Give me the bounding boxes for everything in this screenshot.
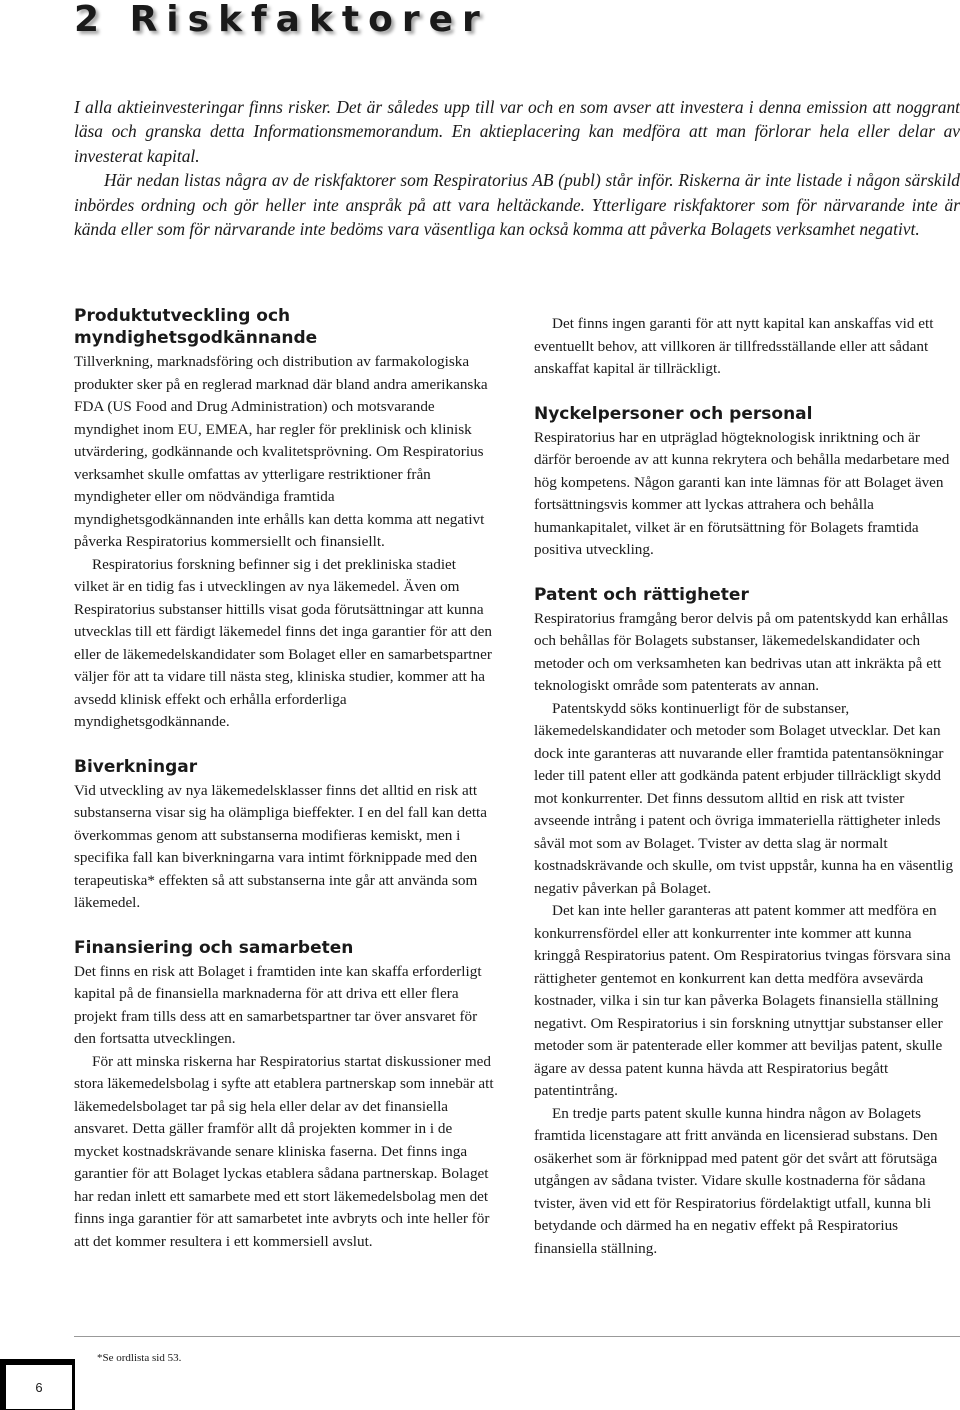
body-paragraph: Det finns ingen garanti för att nytt kapital kan anskaffas vid ett eventuellt behov, att villkoren är tillfredsställande eller att sådant anskaffat kapital är tillräckligt. xyxy=(534,315,934,377)
footnote: *Se ordlista sid 53. xyxy=(97,1352,182,1364)
body-paragraph: För att minska riskerna har Respiratorius startat diskussioner med stora läkemedelsbolag i syfte att etablera partnerskap som innebär att läkemedelsbolaget tar på sig hela eller delar av det finansiella ansvaret. Detta gäller framför allt då projekten kommer in i de mycket kostnadskrävande senare kliniska faserna. Det finns inga garantier för att Bolaget lyckas etablera sådana partnerskap. Bolaget har redan inlett ett samarbete med ett stort läkemedelsbolag men det finns inga garantier för att samarbetet inte avbryts och inte heller för att det kommer resultera i ett kommersiell avslut. xyxy=(74,1052,494,1250)
body-paragraph: Respiratorius har en utpräglad högteknologisk inriktning och är därför beroende av att kunna rekrytera och behålla medarbetare med hög kompetens. Någon garanti kan inte lämnas för att Bolaget även fortsättningsvis kommer att lyckas attrahera och behålla humankapitalet, vilket är en förutsättning för Bolagets framtida positiva utveckling. xyxy=(534,428,950,558)
body-paragraph: Respiratorius forskning befinner sig i det prekliniska stadiet vilket är en tidig fas i utvecklingen av nya läkemedel. Även om Respiratorius substanser hittills visat goda förutsättningar att kunna utvecklas till ett färdigt läkemedel finns det inga garantier för att den eller de läkemedelskandidater som Bolaget eller en samarbetspartner väljer för att ta vidare till nästa steg, kliniska studier, kommer att ha avsedd klinisk effekt och erhålla erforderliga myndighetsgodkännande. xyxy=(74,555,492,730)
body-paragraph: Respiratorius framgång beror delvis på om patentskydd kan erhållas och behållas för Bolagets substanser, läkemedelskandidater och metoder och om verksamheten kan bedrivas utan att inkräkta på ett teknologiskt område som patenterats av annan. xyxy=(534,609,949,694)
section-heading: Patent och rättigheter xyxy=(534,584,749,605)
section-financing-continued xyxy=(534,313,960,381)
section-heading: Biverkningar xyxy=(74,756,198,777)
intro-paragraph: I alla aktieinvesteringar finns risker. Det är således upp till var och en som avser att investera i denna emission att noggrant läsa och granska detta Informationsmemorandum. En aktieplacering kan medföra att man förlorar hela eller delar av investerat kapital. xyxy=(74,97,960,166)
intro-paragraph: Här nedan listas några av de riskfaktorer som Respiratorius AB (publ) står inför. Riskerna är inte listade i någon särskild inbördes ordning och gör heller inte anspråk på att vara heltäckande. Ytterligare riskfaktorer som för närvarande inte är kända eller som för närvarande inte bedöms vara väsentliga kan också komma att påverka Bolagets verksamhet negativt. xyxy=(74,170,960,240)
body-paragraph: Tillverkning, marknadsföring och distribution av farmakologiska produkter sker på en reglerad marknad där bland andra amerikanska FDA (US Food and Drug Administration) och motsvarande myndighet inom EU, EMEA, har regler för preklinisk och klinisk utvärdering, godkännande och kvalitetsprövning. Om Respiratorius verksamhet skulle omfattas av ytterligare restriktioner från myndigheter eller om nödvändiga framtida myndighetsgodkännanden inte erhålls kan detta komma att negativt påverka Respiratorius kommersiellt och finansiellt. xyxy=(74,353,488,550)
page-number: 6 xyxy=(5,1364,73,1410)
section-financing xyxy=(74,937,494,1254)
section-key-personnel xyxy=(534,403,960,562)
left-column xyxy=(74,305,494,1275)
body-paragraph: Det finns en risk att Bolaget i framtiden inte kan skaffa erforderligt kapital på de finansiella marknaderna för att driva ett eller flera projekt fram tills dess att en samarbetspartner tar över ansvaret för den fortsatta utvecklingen. xyxy=(74,962,482,1047)
section-heading: Nyckelpersoner och personal xyxy=(534,403,813,424)
footnote-divider xyxy=(74,1336,960,1337)
section-patents xyxy=(534,584,960,1261)
right-column xyxy=(534,313,960,1282)
section-heading: Produktutveckling och myndighetsgodkännande xyxy=(74,306,318,348)
body-paragraph: Patentskydd söks kontinuerligt för de substanser, läkemedelskandidater och metoder som Bolaget utvecklar. Det kan dock inte garanteras att nuvarande eller framtida patentansökningar leder till patent eller att godkända patent erbjuder tillräckligt skydd mot konkurrenter. Det finns dessutom alltid en risk att tvister avseende intrång i patent och övriga immateriella rättigheter inleds såväl mot som av Bolaget. Tvister av detta slag är normalt kostnadskrävande och skulle, om tvist uppstår, kunna ha en väsentlig negativ påverkan på Bolaget. xyxy=(534,699,954,897)
section-heading: Finansiering och samarbeten xyxy=(74,937,354,958)
body-paragraph: Det kan inte heller garanteras att patent kommer att medföra en konkurrensfördel eller att konkurrenter inte kommer att kunna kringgå Respiratorius patent. Om Respiratorius tvingas försvara sina rättigheter gentemot en konkurrent kan detta medföra avsevärda kostnader, vilka i sin tur kan påverka Bolagets finansiella ställning negativt. Om Respiratorius i sin forskning utnyttjar substanser eller metoder som är patenterade eller kommer att beviljas patent, skulle ägare av dessa patent kunna hävda att Respiratorius begått patentintrång. xyxy=(534,902,951,1099)
section-side-effects xyxy=(74,756,494,915)
intro xyxy=(74,95,960,241)
section-product-development xyxy=(74,305,494,734)
body-paragraph: Vid utveckling av nya läkemedelsklasser finns det alltid en risk att substanserna visar sig ha olämpliga bieffekter. I en del fall kan detta överkommas genom att substanserna modifieras kemiskt, men i specifika fall kan biverkningarna vara intimt förknippade med den terapeutiska* effekten så att substanserna inte går att använda som läkemedel. xyxy=(74,781,488,911)
page-number-box xyxy=(0,1359,75,1410)
chapter-title: 2 Riskfaktorer xyxy=(74,0,489,40)
body-paragraph: En tredje parts patent skulle kunna hindra någon av Bolagets framtida licenstagare att fritt använda en licensierad substans. Den osäkerhet som är förknippad med patent gör det svårt att förutsäga utgången av sådana tvister. Vidare skulle kostnaderna för sådana tvister, även vid ett för Respiratorius fördelaktigt utfall, kunna bli betydande och därmed ha en negativ effekt på Respiratorius finansiella ställning. xyxy=(534,1104,938,1257)
